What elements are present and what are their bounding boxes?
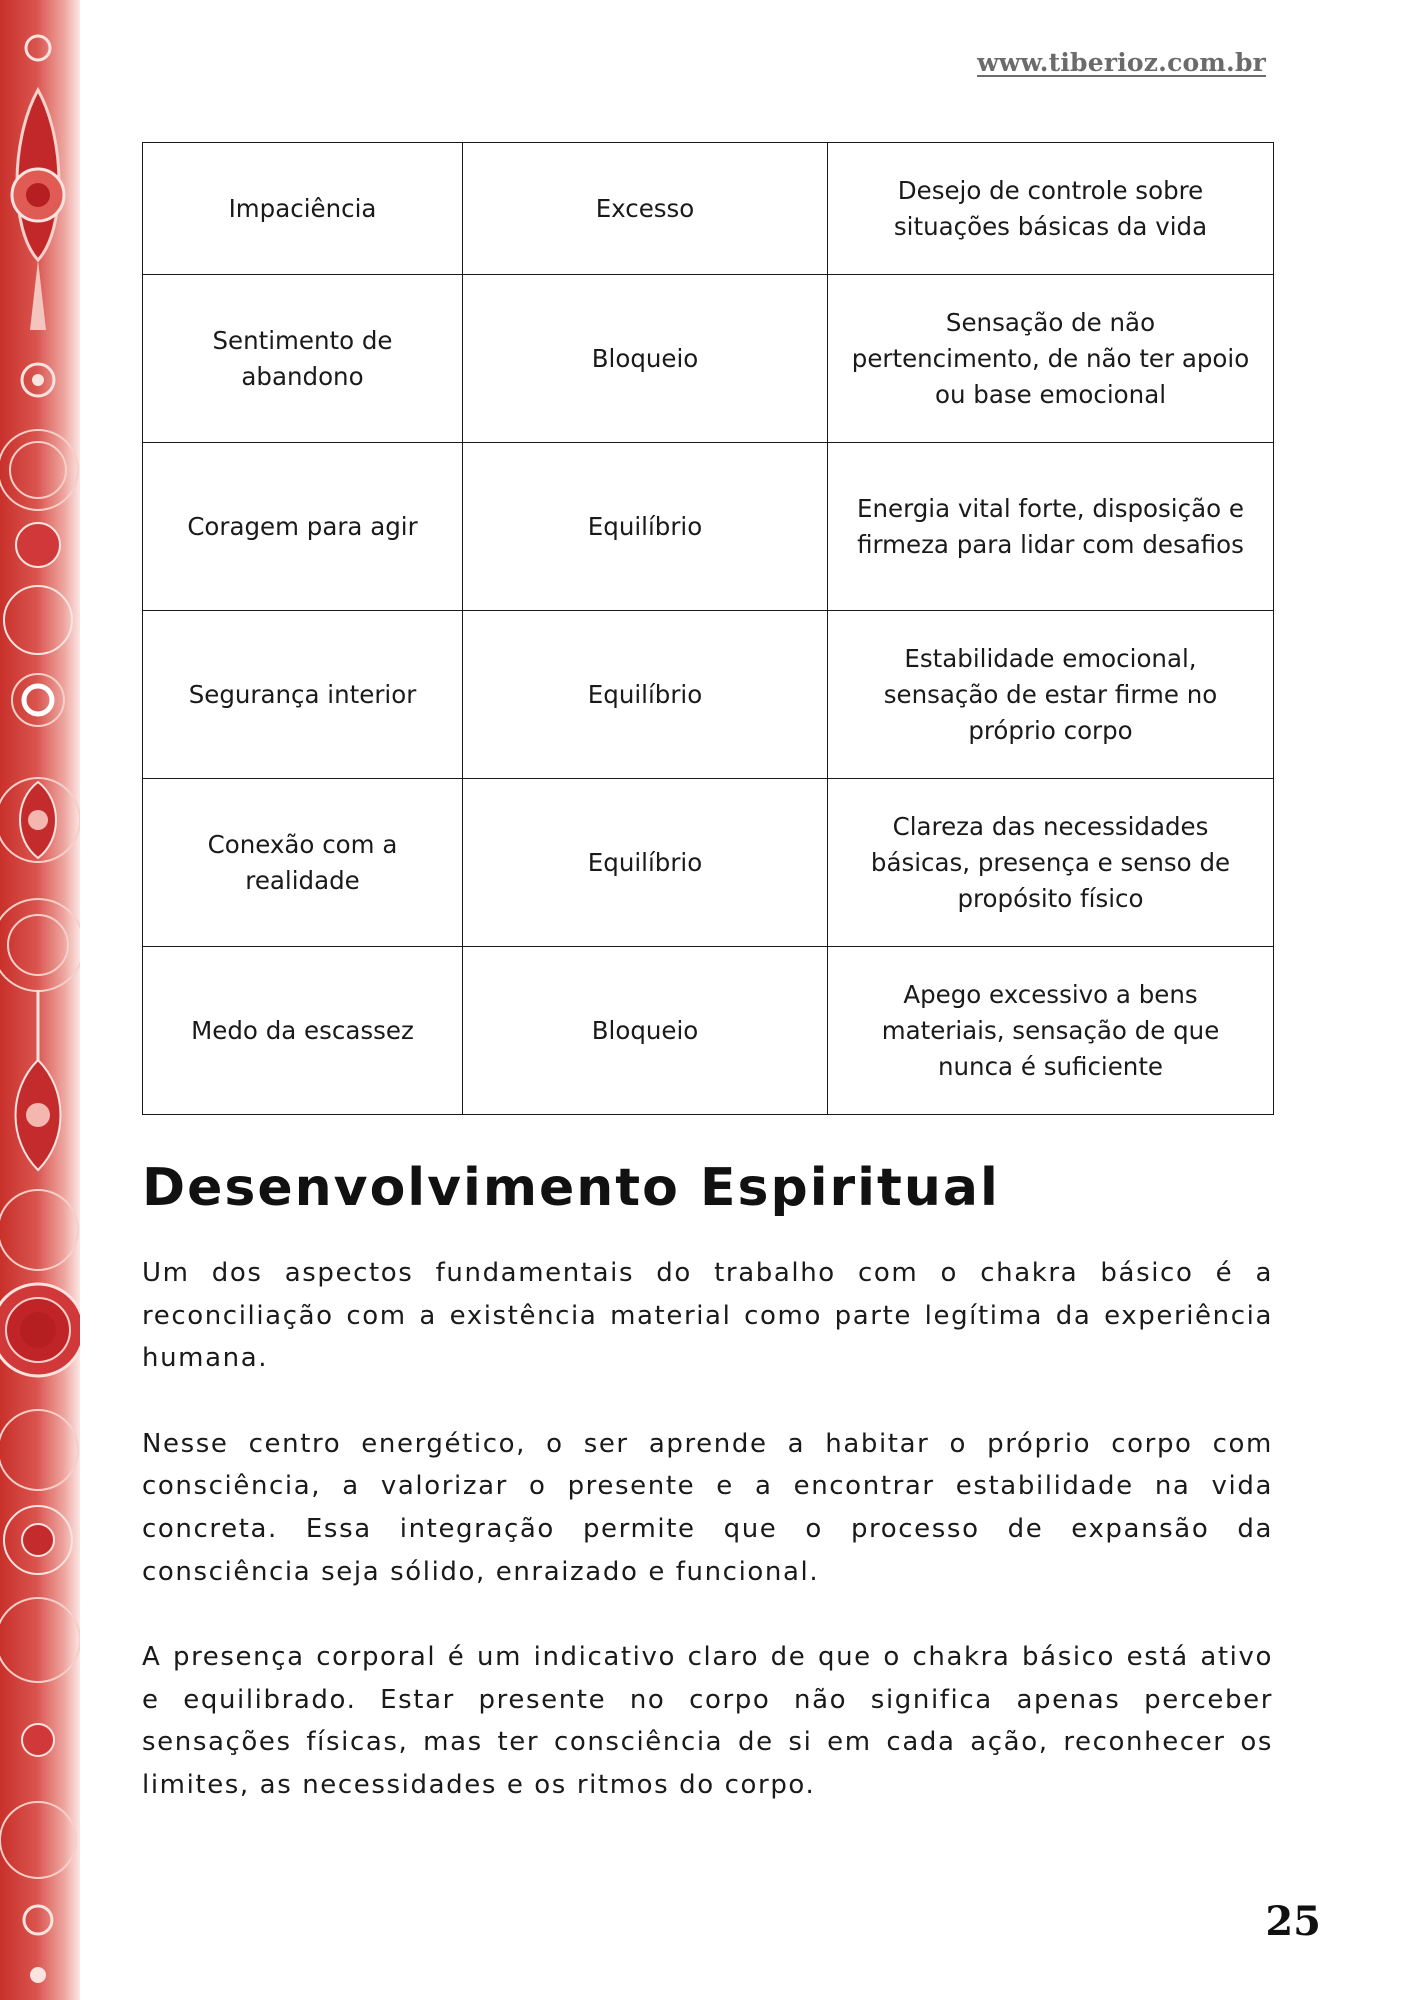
body-text xyxy=(142,1252,1273,1850)
table-cell-estado: Equilíbrio xyxy=(463,779,828,947)
table-row xyxy=(143,947,1274,1115)
paragraph: Um dos aspectos fundamentais do trabalho com o chakra básico é a reconciliação com a existência material como parte legítima da experiência humana. xyxy=(142,1258,1273,1374)
table-cell-sentimento: Coragem para agir xyxy=(143,443,463,611)
table-cell-descricao: Apego excessivo a bens materiais, sensação de que nunca é suficiente xyxy=(828,947,1274,1115)
table-cell-descricao: Energia vital forte, disposição e firmeza para lidar com desafios xyxy=(828,443,1274,611)
paragraph: Nesse centro energético, o ser aprende a habitar o próprio corpo com consciência, a valorizar o presente e a encontrar estabilidade na vida concreta. Essa integração permite que o processo de expansão da consciência seja sólido, enraizado e funcional. xyxy=(142,1428,1273,1587)
table-cell-descricao: Desejo de controle sobre situações básicas da vida xyxy=(828,143,1274,275)
table-row xyxy=(143,779,1274,947)
table-cell-estado: Bloqueio xyxy=(463,947,828,1115)
table-cell-descricao: Clareza das necessidades básicas, presença e senso de propósito físico xyxy=(828,779,1274,947)
table-cell-descricao: Sensação de não pertencimento, de não ter apoio ou base emocional xyxy=(828,275,1274,443)
chakra-emotions-table xyxy=(142,142,1274,1115)
table-cell-sentimento: Medo da escassez xyxy=(143,947,463,1115)
table-cell-estado: Excesso xyxy=(463,143,828,275)
table-row xyxy=(143,611,1274,779)
site-url[interactable]: www.tiberioz.com.br xyxy=(977,48,1266,77)
chakra-ornament-strip xyxy=(0,0,80,2000)
table-row xyxy=(143,143,1274,275)
table-cell-estado: Bloqueio xyxy=(463,275,828,443)
table-cell-sentimento: Impaciência xyxy=(143,143,463,275)
table-cell-sentimento: Sentimento de abandono xyxy=(143,275,463,443)
paragraph: A presença corporal é um indicativo claro de que o chakra básico está ativo e equilibrado. Estar presente no corpo não significa apenas perceber sensações físicas, mas ter consciência de si em cada ação, reconhecer os limites, as necessidades e os ritmos do corpo. xyxy=(142,1642,1273,1800)
table-cell-sentimento: Conexão com a realidade xyxy=(143,779,463,947)
table-cell-estado: Equilíbrio xyxy=(463,611,828,779)
table-cell-estado: Equilíbrio xyxy=(463,443,828,611)
table-row xyxy=(143,275,1274,443)
table-cell-descricao: Estabilidade emocional, sensação de estar firme no próprio corpo xyxy=(828,611,1274,779)
table-row xyxy=(143,443,1274,611)
page-number: 25 xyxy=(1265,1898,1321,1945)
section-heading: Desenvolvimento Espiritual xyxy=(142,1158,1000,1218)
table-cell-sentimento: Segurança interior xyxy=(143,611,463,779)
chakra-ornament-illustration xyxy=(0,0,80,2000)
